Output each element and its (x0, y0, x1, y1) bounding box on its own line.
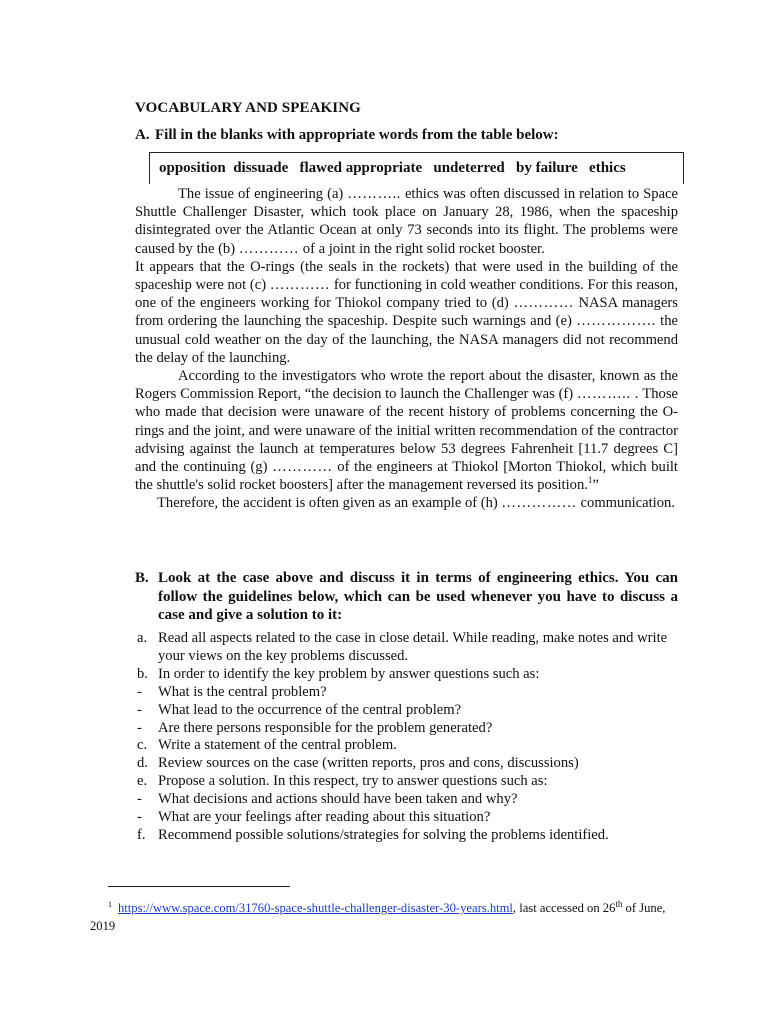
passage-text: the unusual cold weather on the day of the launching, the NASA managers did not recommend the delay of the launching. (135, 313, 678, 366)
passage-text: of the engineers at Thiokol [Morton Thiokol, which built the shuttle's solid rocket boosters] after the management reversed its position. (135, 459, 678, 494)
blank-b: ………… (238, 240, 300, 257)
blank-c: ………… (269, 277, 331, 294)
guideline-marker: - (137, 683, 142, 700)
guideline-text: Propose a solution. In this respect, try to answer questions such as: (158, 773, 548, 790)
guideline-text: What decisions and actions should have been taken and why? (158, 791, 518, 808)
passage-text: communication. (576, 495, 675, 512)
guideline-text: Review sources on the case (written reports, pros and cons, discussions) (158, 755, 579, 772)
passage-paragraph-2 (135, 258, 678, 367)
blank-g: ………… (272, 459, 333, 476)
passage-paragraph-3 (135, 367, 678, 494)
part-a-label: A. (135, 127, 150, 143)
guideline-item (135, 702, 680, 720)
part-b-label: B. (135, 570, 149, 586)
footnote-number: 1 (108, 900, 112, 909)
footnote-text: , last accessed on 26 (512, 901, 616, 916)
blank-f: ……….. . (576, 386, 639, 403)
guideline-marker: - (137, 791, 142, 808)
guideline-item (135, 666, 680, 684)
section-title: VOCABULARY AND SPEAKING (135, 100, 361, 116)
guideline-text: What is the central problem? (158, 683, 327, 700)
footnote-link[interactable]: https://www.space.com/31760-space-shuttle-challenger-disaster-30-years.html (118, 901, 513, 916)
blank-h: …………… (501, 495, 577, 512)
passage-text: NASA managers from ordering the launching the spaceship. Despite such warnings and (e) (135, 295, 678, 330)
guideline-text: In order to identify the key problem by answer questions such as: (158, 665, 540, 682)
guideline-text: Write a statement of the central problem. (158, 737, 397, 754)
guideline-item (135, 755, 680, 773)
guideline-marker: f. (137, 826, 146, 843)
guideline-text: What lead to the occurrence of the central problem? (158, 701, 462, 718)
guideline-marker: a. (137, 630, 148, 646)
blank-a: ……….. (347, 186, 401, 202)
guideline-item (135, 684, 680, 702)
guideline-marker: b. (137, 665, 148, 682)
word-bank-box (149, 152, 684, 184)
footnote-divider (108, 886, 290, 887)
guideline-item (135, 720, 680, 738)
guideline-item (135, 791, 680, 809)
guideline-marker: - (137, 719, 142, 736)
footnote (90, 896, 680, 935)
passage-text: ethics was often discussed in relation to Space Shuttle Challenger Disaster, which took place on January 28, 1986, when the spaceship disintegrated over the Atlantic Ocean at only 73 seconds into its flight. The problems were caused by the (b) (135, 186, 679, 257)
guideline-marker: e. (137, 773, 148, 790)
guideline-text: Are there persons responsible for the problem generated? (158, 719, 493, 736)
guideline-marker: d. (137, 755, 148, 772)
guideline-item (135, 809, 680, 827)
passage-text: Therefore, the accident is often given as an example of (h) (157, 495, 502, 512)
guideline-text: What are your feelings after reading about this situation? (158, 809, 491, 826)
guideline-item (135, 827, 680, 845)
guideline-text: Read all aspects related to the case in close detail. While reading, make notes and write your views on the key problems discussed. (158, 630, 668, 664)
guideline-text: Recommend possible solutions/strategies for solving the problems identified. (158, 826, 609, 843)
passage-text: It appears that the O-rings (the seals in the rockets) that were used in the building of the spaceship were not (c) (135, 258, 678, 294)
blank-d: ………… (513, 295, 574, 312)
part-a-heading (135, 127, 695, 144)
word-bank-text: opposition dissuade flawed appropriate undeterred by failure ethics (159, 160, 626, 176)
passage-text: of a joint in the right solid rocket booster. (299, 240, 545, 257)
footnote-text-end: of June, 2019 (90, 901, 666, 934)
passage-text: The issue of engineering (a) (178, 186, 348, 202)
passage-text: According to the investigators who wrote the report about the disaster, known as the Rogers Commission Report, “the decision to launch the Challenger was (f) (135, 368, 678, 403)
blank-e: ……………. (576, 313, 656, 330)
part-b-instruction: Look at the case above and discuss it in terms of engineering ethics. You can follow the guidelines below, which can be used whenever you have to discuss a case and give a solution to it: (158, 570, 678, 624)
guidelines-list (135, 630, 680, 845)
part-a-instruction: Fill in the blanks with appropriate words from the table below: (155, 127, 559, 143)
guideline-item (135, 737, 680, 755)
footnote-ref: 1 (587, 475, 593, 486)
guideline-marker: - (137, 701, 142, 718)
footnote-sup: th (615, 899, 623, 909)
passage-text: ” (592, 477, 599, 494)
guideline-marker: - (137, 809, 142, 826)
guideline-item (135, 773, 680, 791)
passage (135, 185, 678, 513)
guideline-marker: c. (137, 737, 148, 754)
passage-paragraph-4 (135, 494, 678, 512)
part-b-heading (135, 569, 678, 625)
passage-paragraph-1 (135, 185, 678, 258)
guideline-item (135, 630, 680, 666)
passage-text: for functioning in cold weather conditions. For this reason, one of the engineers working for Thiokol company tried to (d) (135, 277, 679, 312)
passage-text: Those who made that decision were unaware of the recent history of problems concerning the O-rings and the joint, and were unaware of the initial written recommendation of the contractor advising against the launch at temperatures below 53 degrees Fahrenheit [11.7 degrees C] and the continuing (g) (135, 386, 678, 476)
